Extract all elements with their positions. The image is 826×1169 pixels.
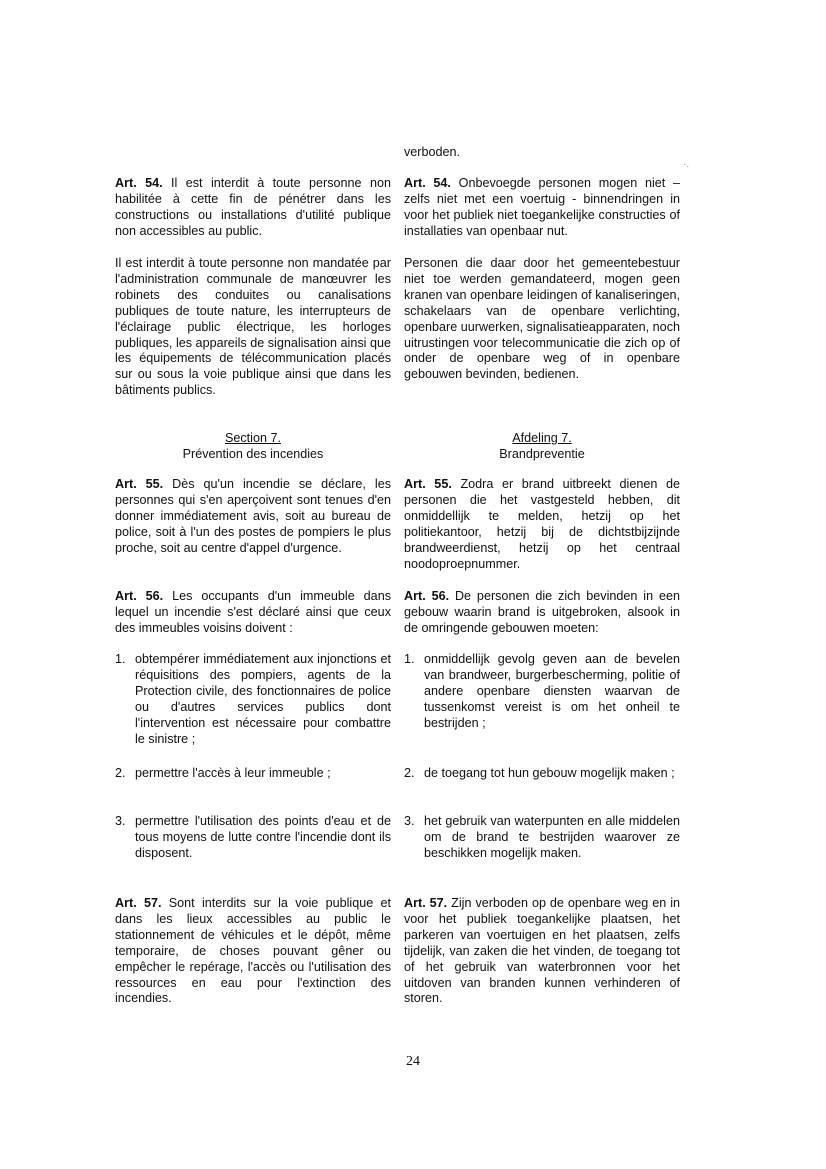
nl-section-subtitle: Brandpreventie <box>499 446 585 461</box>
fr-item-number: 1. <box>115 652 126 666</box>
nl-item-number: 2. <box>404 766 415 780</box>
fr-section-title: Section 7. <box>224 431 281 445</box>
nl-art55 <box>404 477 680 572</box>
nl-art56-label: Art. 56. <box>404 589 450 603</box>
nl-art54-label: Art. 54. <box>404 176 451 190</box>
fr-art57-text: Sont interdits sur la voie publique et dans les lieux accessibles au public le stationnement de véhicules et le dépôt, même temporaire, de choses pouvant gêner ou empêcher le repérage, l'accès ou l'utilisation des ressources en eau pour l'extinction des incendies. <box>115 896 391 1006</box>
page-number: 24 <box>406 1054 420 1069</box>
nl-art57 <box>404 896 680 1007</box>
fr-art56 <box>115 589 391 637</box>
fr-art57 <box>115 896 391 1007</box>
fr-art56-label: Art. 56. <box>115 589 164 603</box>
nl-section-heading <box>404 431 680 463</box>
fr-item-number: 3. <box>115 814 126 828</box>
scan-speck: ·. <box>683 159 690 170</box>
fr-section-subtitle: Prévention des incendies <box>182 446 324 461</box>
fr-art54 <box>115 176 391 240</box>
fr-art55 <box>115 477 391 557</box>
fr-art54-paragraph2: Il est interdit à toute personne non mandatée par l'administration communale de manœuvrer les robinets des conduites ou canalisations publiques de toute nature, les interrupteurs de l'éclairage public électrique, les horloges publiques, les appareils de signalisation ainsi que les équipements de télécommunication placés sur ou sous la voie publique ainsi que dans les bâtiments publics. <box>115 256 391 398</box>
fr-art54-text: Il est interdit à toute personne non habilitée à cette fin de pénétrer dans les constructions ou installations d'utilité publique non accessibles au public. <box>115 176 391 238</box>
nl-section-title: Afdeling 7. <box>512 431 572 445</box>
nl-art54-paragraph2: Personen die daar door het gemeentebestuur niet toe werden gemandateerd, mogen geen kranen van openbare leidingen of kanaliseringen, schakelaars van de openbare verlichting, openbare uurwerken, signalisatieapparaten, noch uitrustingen voor telecommunicatie die zich op of onder de openbare weg of in openbare gebouwen bevinden, bedienen. <box>404 256 680 382</box>
fr-art54-label: Art. 54. <box>115 176 163 190</box>
nl-art54 <box>404 176 680 240</box>
fr-item-number: 2. <box>115 766 126 780</box>
nl-art55-text: Zodra er brand uitbreekt dienen de personen die het vastgesteld hebben, dit onmiddellijk te melden, hetzij op het politiekantoor, hetzij bij de dichtstbijzijnde brandweerdienst, hetzij op het centraal noodoproepnummer. <box>404 477 680 571</box>
fr-item-text: obtempérer immédiatement aux injonctions et réquisitions des pompiers, agents de la Protection civile, des fonctionnaires de police ou d'autres services publics dont l'intervention est nécessaire pour combattre le sinistre ; <box>135 652 391 746</box>
nl-continuation: verboden. <box>404 145 461 159</box>
fr-art55-text: Dès qu'un incendie se déclare, les personnes qui s'en aperçoivent sont tenues d'en donner immédiatement avis, soit au bureau de police, soit à l'un des postes de pompiers le plus proche, soit au centre d'appel d'urgence. <box>115 477 391 555</box>
nl-art56 <box>404 589 680 637</box>
fr-art56-text: Les occupants d'un immeuble dans lequel un incendie s'est déclaré ainsi que ceux des immeubles voisins doivent : <box>115 589 391 635</box>
nl-item-text: het gebruik van waterpunten en alle middelen om de brand te bestrijden waarover ze beschikken mogelijk maken. <box>424 814 680 860</box>
nl-art57-label: Art. 57. <box>404 896 448 910</box>
fr-section-heading <box>115 431 391 463</box>
fr-art55-label: Art. 55. <box>115 477 164 491</box>
nl-item-number: 3. <box>404 814 415 828</box>
nl-item-number: 1. <box>404 652 415 666</box>
fr-art57-label: Art. 57. <box>115 896 162 910</box>
nl-art57-text: Zijn verboden op de openbare weg en in voor het publiek toegankelijke plaatsen, het parkeren van voertuigen en het plaatsen, zelfs tijdelijk, van zaken die het vinden, de toegang tot of het gebruik van waterbronnen voor het uitdoven van branden kunnen verhinderen of storen. <box>404 896 680 1006</box>
nl-art54-text: Onbevoegde personen mogen niet –zelfs niet met een voertuig - binnendringen in voor het publiek niet toegankelijke constructies of installaties van openbaar nut. <box>404 176 680 238</box>
nl-art56-text: De personen die zich bevinden in een gebouw waarin brand is uitgebroken, alsook in de omringende gebouwen moeten: <box>404 589 680 635</box>
fr-item-text: permettre l'utilisation des points d'eau et de tous moyens de lutte contre l'incendie dont ils disposent. <box>135 814 391 860</box>
nl-item-text: onmiddellijk gevolg geven aan de bevelen van brandweer, burgerbescherming, politie of andere openbare diensten waarvan de tussenkomst vereist is om het onheil te bestrijden ; <box>424 652 680 730</box>
fr-item-text: permettre l'accès à leur immeuble ; <box>135 766 331 780</box>
nl-art55-label: Art. 55. <box>404 477 452 491</box>
nl-item-text: de toegang tot hun gebouw mogelijk maken ; <box>424 766 675 780</box>
